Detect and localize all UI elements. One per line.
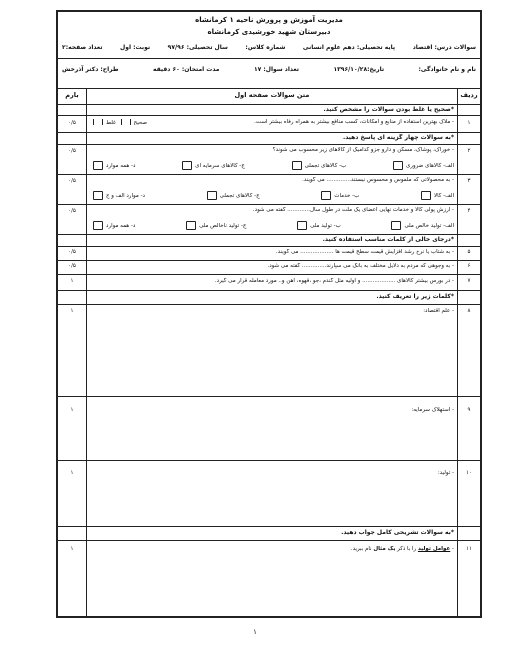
page-count: تعداد صفحه:۲: [62, 44, 103, 51]
q3-option-d[interactable]: [93, 191, 103, 200]
q2-option-c[interactable]: [182, 161, 192, 170]
exam-date: تاریخ:۱۳۹۶/۱۰/۲۸: [333, 66, 385, 73]
column-header: [58, 88, 480, 105]
q2-option-a[interactable]: [393, 161, 403, 170]
section-descriptive: *به سوالات تشریحی کامل جواب دهید.: [58, 526, 480, 541]
header-row-1: [58, 44, 480, 51]
question-2: ۲ - خوراک، پوشاک، مسکن و دارو جزو کدامیک از کالاهای زیر محسوب می شوند؟ الف- کالاهای ضروری ب- کالاهای تجملی ج- کالاهای سرمایه ای د- همه موارد ۰/۵: [58, 144, 480, 175]
school-year: سال تحصیلی: ۹۷/۹۶: [167, 44, 228, 51]
question-7: ۷ - در بورس بیشتر کالاهای ................... و اولیه مثل گندم ،جو ،قهوه، آهن و.. مورد معامله قرار می گیرد. ۱: [58, 274, 480, 291]
org-title: مدیریت آموزش و پرورش ناحیه ۱ کرمانشاه: [195, 16, 343, 24]
grade: پایه تحصیلی: دهم علوم انسانی: [302, 44, 396, 51]
false-checkbox[interactable]: [93, 119, 103, 125]
subject: سوالات درس: اقتصاد: [412, 44, 476, 51]
question-count: تعداد سوال: ۱۷: [253, 66, 300, 73]
header-row-2: [58, 66, 480, 73]
q4-option-a[interactable]: [391, 221, 401, 230]
q3-option-b[interactable]: [321, 191, 331, 200]
exam-duration: مدت امتحان: ۶۰ دقیقه: [152, 66, 220, 73]
question-9: ۹ - استهلاک سرمایه: ۱: [58, 396, 480, 461]
page-number: ۱: [253, 628, 257, 636]
q3-option-a[interactable]: [421, 191, 431, 200]
question-10: ۱۰ - تولید: ۱: [58, 460, 480, 527]
question-8: ۸ - علم اقتصاد: ۱: [58, 304, 480, 397]
question-6: ۶ - به وجوهی که مردم به دلایل مختلف به بانک می سپارند.............. گفته می شود. ۰/۵: [58, 260, 480, 275]
section-multiple-choice: *به سوالات چهار گزینه ای پاسخ دهید.: [58, 132, 480, 145]
q2-option-d[interactable]: [93, 161, 103, 170]
turn: نوبت: اول: [120, 44, 151, 51]
school-title: دبیرستان شهید خورشیدی کرمانشاه: [207, 28, 331, 36]
true-checkbox[interactable]: [121, 119, 131, 125]
section-definitions: *کلمات زیر را تعریف کنید.: [58, 290, 480, 305]
class-no: شماره کلاس:: [245, 44, 286, 51]
col-score: بارم: [65, 91, 79, 99]
section-true-false: *صحیح یا غلط بودن سوالات را مشخص کنید.: [58, 104, 480, 116]
col-text: متن سوالات صفحه اول: [234, 91, 310, 99]
q4-option-c[interactable]: [186, 221, 196, 230]
q3-option-c[interactable]: [207, 191, 217, 200]
question-5: ۵ - به شتاب یا نرخ رشد افزایش قیمت سطح قیمت ها ................... می گویند. ۰/۵: [58, 246, 480, 261]
question-3: ۳ - به محصولاتی که ملموس و محسوس نیستند.............. می گویند. الف- کالا ب- خدمات ج- کالاهای تجملی د- موارد الف و ج ۰/۵: [58, 174, 480, 205]
exam-header: [58, 12, 480, 89]
q2-option-b[interactable]: [292, 161, 302, 170]
student-name: نام و نام خانوادگی:: [418, 66, 476, 73]
q4-option-b[interactable]: [297, 221, 307, 230]
q4-option-d[interactable]: [93, 221, 103, 230]
question-1: ۱ - ملاک بهترین استفاده از منابع و امکانات، کسب منافع بیشتر به همراه رفاه بیشتر است. صحیح غلط ۰/۵: [58, 115, 480, 133]
question-4: ۴ - ارزش پولی کالا و خدمات نهایی اعضای یک ملت در طول سال............. گفته می شود. الف- تولید خالص ملی ب- تولید ملی ج- تولید ناخالص ملی د- همه موارد ۰/۵: [58, 204, 480, 235]
question-11: ۱۱ - عوامل تولید را با ذکر یک مثال نام ببرید. ۱: [70, 546, 472, 552]
col-row: ردیف: [460, 91, 478, 99]
exam-sheet: [56, 10, 482, 618]
section-fill-blank: *درجای خالی از کلمات مناسب استفاده کنید.: [58, 234, 480, 247]
designer: طراح: دکتر آذرخش: [62, 66, 119, 73]
